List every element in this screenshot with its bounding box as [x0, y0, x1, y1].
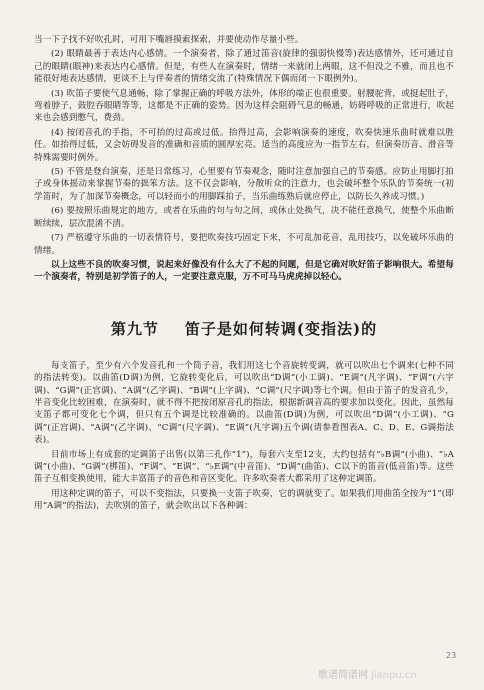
paragraph-fingering-usage: 用这种定调的笛子，可以不变指法，只要换一支笛子吹奏，它的调就变了。如果我们用曲笛全按为“1”(即用“A调”的指法)，去吹别的笛子，就会吹出以下各种调：	[34, 488, 454, 512]
upper-text-block	[34, 34, 454, 284]
paragraph-item-7: (7) 严格遵守乐曲的一切表情符号，要把吹奏技巧固定下来，不可乱加花音，乱用技巧，以免破坏乐曲的情绪。	[34, 233, 454, 256]
watermark-text: 歌谱简谱网	[318, 670, 368, 681]
paragraph-summary: 以上这些不良的吹奏习惯，说起来好像没有什么大了不起的问题，但是它确对吹好笛子影响很大。希望每一个演奏者，特别是初学笛子的人，一定要注意克服，万不可马马虎虎掉以轻心。	[34, 259, 454, 283]
page-number: 23	[446, 651, 457, 660]
page-body	[34, 34, 454, 515]
section-number: 第九节	[110, 319, 159, 338]
paragraph-item-4: (4) 按闭音孔的手指，不可抬的过高或过低。抬得过高，会影响演奏的速度，吹奏快速乐曲时就难以胜任。如抬得过低，又会妨碍发音的准确和音质的圆厚宏亮。适当的高度应为一指节左右，但演奏历音、滑音等特殊需要时例外。	[34, 127, 454, 163]
paragraph-item-3: (3) 吹笛子要使气息通畅，除了掌握正确的呼吸方法外，体形的端正也很重要。射腰驼背，或挺起肚子，弯着脖子，鼓腔吞眼睛等等，这都是不正确的姿势。因为这样会阻碍气息的畅通，妨碍呼吸的正常进行，吹起来也会感到憋气，费劲。	[34, 88, 454, 124]
watermark	[318, 666, 417, 681]
lower-text-block	[34, 360, 454, 513]
section-heading	[34, 318, 454, 339]
paragraph-continuation: 当一下子找不好吹孔时，可用下嘴唇摸索探索，并要使动作尽量小些。	[34, 35, 304, 45]
watermark-url: jianpu.cn	[371, 670, 417, 681]
paragraph-item-5: (5) 不管是登台演奏，还是日常练习，心里要有节奏观念，随时注意加强自己的节奏感。应防止用脚打拍子或身体摇动来掌握节奏的拙笨方法。这不仅会影响，分散听众的注意力，也会破坏整个乐队的节奏统一(初学笛时，为了加深节奏概念，可以轻而小的用脚踩拍子，当乐曲练熟后就应停止，以防长久养成习惯。)	[34, 167, 454, 202]
section-title: 笛子是如何转调(变指法)的	[184, 319, 378, 338]
paragraph-item-2: (2) 眼睛最善于表达内心感情。一个演奏者，除了通过笛音(旋律的强弱快慢等)表达感情外，还可通过自己的眼睛(眼神)来表达内心感情。但是，有些人在演奏时，情绪一来就闭上两眼，这不但没之不雅，而且也不能很好地表达感情，更谈不上与伴奏者的情绪交流了(特殊情况下偶而闭一下眼例外)。	[34, 49, 454, 85]
paragraph-item-6: (6) 要按照乐曲规定的地方，或者在乐曲的句与句之间，或休止处换气，决不能任意换气，使整个乐曲断断续续，层次混淆不清。	[34, 206, 454, 229]
paragraph-transposition-intro: 每支笛子，至少有六个发音孔和一个筒子音，我们用这七个音旋转变调，就可以吹出七个调来(七种不同的指法转变)。以曲笛(D调)为例，它旋转变化后，可以吹出“D调”(小工调)、“E调”(凡字调)、“F调”(六字调)、“G调”(正宫调)、“A调”(乙字调)、“B调”(上字调)、“C调”(尺字调)等七个调。但由于笛子的发音孔少，半音变化比较困难，在演奏时，就不得不把按闭原音孔的指法，根据新调音高的要求加以变化。因此，虽然每支笛子都可变化七个调，但只有五个调是比较准确的。以曲笛(D调)为例，可以吹出“D调”(小工调)、“G调”(正宫调)、“A调”(乙字调)、“C调”(尺字调)、“E调”(凡字调)五个调(请参看图表A、C、D、E、G调指法表)。	[34, 360, 454, 446]
paragraph-fixed-key-flutes: 目前市场上有成套的定调笛子出售(以第三孔作“1”)，每套六支至12支，大约包括有“♭B调”(小曲)、“♭A调”(小曲)、“G调”(梆笛)、“F调”、“E调”、“♭E调”(中音笛)、“D调”(曲笛)、C以下的笛音(低音笛)等。这些笛子互相变换使用，能大丰富笛子的音色和音区变化。许多吹奏者大都采用了这种定调笛。	[34, 449, 454, 485]
